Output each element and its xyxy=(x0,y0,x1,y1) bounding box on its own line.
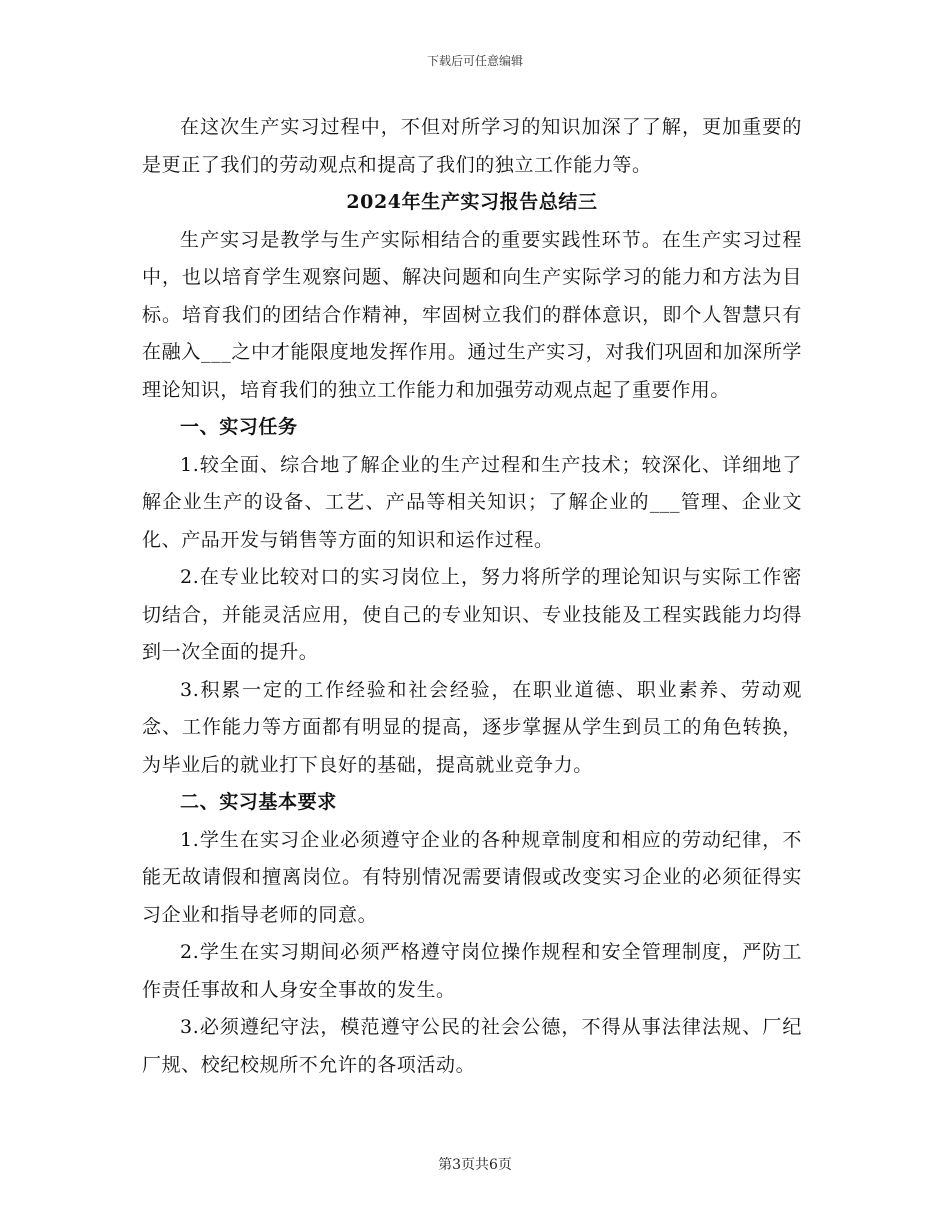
task-item-1: 1.较全面、综合地了解企业的生产过程和生产技术；较深化、详细地了解企业生产的设备、工艺、产品等相关知识；了解企业的___管理、企业文化、产品开发与销售等方面的知识和运作过程。 xyxy=(142,453,802,551)
requirement-item-2: 2.学生在实习期间必须严格遵守岗位操作规程和安全管理制度，严防工作责任事故和人身安全事故的发生。 xyxy=(142,941,802,1001)
task-item-3: 3.积累一定的工作经验和社会经验，在职业道德、职业素养、劳动观念、工作能力等方面都有明显的提高，逐步掌握从学生到员工的角色转换，为毕业后的就业打下良好的基础，提高就业竞争力。 xyxy=(142,678,802,776)
heading-internship-tasks: 一、实习任务 xyxy=(180,416,298,438)
page-number: 第3页共6页 xyxy=(438,1157,512,1173)
task-item-2: 2.在专业比较对口的实习岗位上，努力将所学的理论知识与实际工作密切结合，并能灵活应用，使自己的专业知识、专业技能及工程实践能力均得到一次全面的提升。 xyxy=(142,566,802,663)
requirement-item-3: 3.必须遵纪守法，模范遵守公民的社会公德，不得从事法律法规、厂纪厂规、校纪校规所不允许的各项活动。 xyxy=(142,1016,802,1076)
document-body xyxy=(142,109,802,1084)
section-title: 2024年生产实习报告总结三 xyxy=(346,191,598,213)
heading-basic-requirements: 二、实习基本要求 xyxy=(180,791,337,813)
requirement-item-1: 1.学生在实习企业必须遵守企业的各种规章制度和相应的劳动纪律，不能无故请假和擅离岗位。有特别情况需要请假或改变实习企业的必须征得实习企业和指导老师的同意。 xyxy=(142,828,802,926)
intro-paragraph: 在这次生产实习过程中，不但对所学习的知识加深了了解，更加重要的是更正了我们的劳动观点和提高了我们的独立工作能力等。 xyxy=(142,116,802,176)
page-header-note: 下载后可任意编辑 xyxy=(426,54,523,68)
overview-paragraph: 生产实习是教学与生产实际相结合的重要实践性环节。在生产实习过程中，也以培育学生观察问题、解决问题和向生产实际学习的能力和方法为目标。培育我们的团结合作精神，牢固树立我们的群体意识，即个人智慧只有在融入___之中才能限度地发挥作用。通过生产实习，对我们巩固和加深所学理论知识，培育我们的独立工作能力和加强劳动观点起了重要作用。 xyxy=(142,228,802,401)
